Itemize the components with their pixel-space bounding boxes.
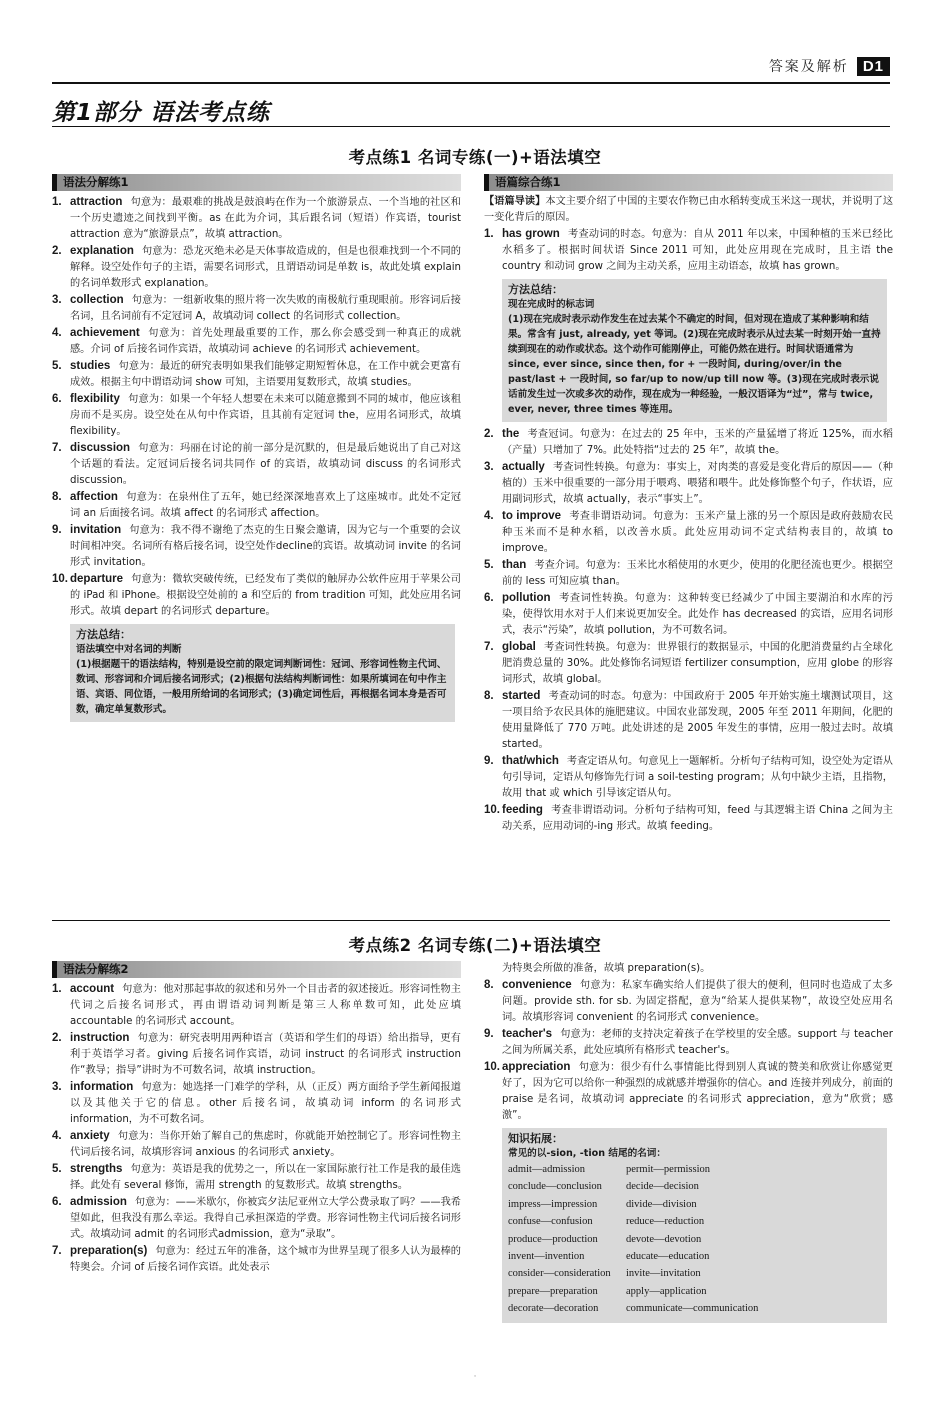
- explanation-text: 句意为：微软突破传统，已经发布了类似的触屏办公软件应用于苹果公司的 iPad 和 iPhone。根据设空处前的 a 和空后的 from tradition 可知，此处应用名词形式。故填 depart 的名词形式 departure。: [70, 574, 461, 617]
- item-number: 4.: [484, 510, 494, 522]
- answer-word: pollution: [502, 592, 551, 604]
- word-pair: admit—admission: [508, 1164, 585, 1175]
- explanation-text: 考查冠词。句意为：在过去的 25 年中，玉米的产量猛增了将近 125%，而水稻（产量）只增加了 7%。此处特指“过去的 25 年”，故填 the。: [502, 429, 893, 456]
- explanation-text: 句意为：当你开始了解自己的焦虑时，你就能开始控制它了。形容词性物主代词后接名词，故填形容词 anxious 的名词形式 anxiety。: [70, 1131, 461, 1158]
- answer-item: [484, 688, 893, 753]
- continued-text: 为特奥会所做的准备，故填 preparation(s)。: [502, 963, 711, 974]
- explanation-text: 句意为：——米歇尔，你被宾夕法尼亚州立大学公费录取了吗？——我希望如此，但我没有那么幸运。我得自己承担深造的学费。形容词性物主代词后接名词形式。故填动词 admit 的名词形式admission，意为“录取”。: [70, 1197, 461, 1240]
- item-number: 7.: [52, 442, 62, 454]
- answer-item: [52, 292, 461, 325]
- answer-word: achievement: [70, 327, 140, 339]
- answer-word: global: [502, 641, 536, 653]
- explanation-text: 考查介词。句意为：玉米比水稻使用的水更少，使用的化肥径流也更少。根据空前的 less 可知应填 than。: [502, 560, 893, 587]
- section-1-right-column: [484, 174, 893, 835]
- item-number: 8.: [52, 491, 62, 503]
- item-number: 7.: [484, 641, 494, 653]
- answer-word: the: [502, 428, 520, 440]
- item-number: 4.: [52, 1130, 62, 1142]
- word-pair: impress—impression: [508, 1198, 598, 1210]
- section-2-left-column: [52, 961, 461, 1276]
- answer-item: [484, 1026, 893, 1059]
- explanation-text: 考查动词的时态。句意为：中国政府于 2005 年开始实施土壤测试项目，这一项目给予农民具体的施肥建议。中国农业部发现，2005 年至 2011 年期间，化肥的使用量降低了 770 万吨。此处讲述的是 2005 年发生的事情，应用一般过去时。故填 started。: [502, 691, 893, 750]
- box-subtitle: 常见的以-sion, -tion 结尾的名词：: [508, 1148, 666, 1159]
- answer-item: [52, 1128, 461, 1161]
- answer-item: [484, 1059, 893, 1124]
- answer-word: appreciation: [502, 1061, 571, 1073]
- answer-item: [52, 325, 461, 358]
- explanation-text: 句意为：她选择一门难学的学科，从（正反）两方面给予学生新闻报道以及其他关于它的信息。other 后接名词，故填动词 inform 的名词形式 information，为不可数名词。: [70, 1082, 461, 1125]
- item-number: 10.: [52, 573, 68, 585]
- explanation-text: 句意为：很少有什么事情能比得到别人真诚的赞美和欣赏让你感觉更好了，因为它可以给你一种强烈的成就感并增强你的信心。and 连接并列成分，前面的 praise 是名词，故填动词 appreciate 的名词形式 appreciation，意为“欣赏；感激”。: [502, 1062, 893, 1121]
- answer-item: [484, 802, 893, 835]
- answer-item: [52, 391, 461, 440]
- explanation-text: 句意为：我不得不谢绝了杰克的生日聚会邀请，因为它与一个重要的会议时间相冲突。名词所有格后接名词，设空处作decline的宾语。故填动词 invite 的名词形式 invitation。: [70, 525, 461, 568]
- word-pair: consider—consideration: [508, 1268, 611, 1280]
- explanation-text: 句意为：玛丽在讨论的前一部分是沉默的，但是最后她说出了自己对这个话题的看法。定冠词后接名词共同作 of 的宾语，故填动词 discuss 的名词形式 discussion。: [70, 443, 461, 486]
- explanation-text: 句意为：一组新收集的照片将一次失败的南极航行重现眼前。形容词后接名词，且名词前有不定冠词 A，故填动词 collect 的名词形式 collection。: [70, 295, 461, 322]
- box-text: (1)根据题干的语法结构，特别是设空前的限定词判断词性：冠词、形容词性物主代词、数词、形容词和介词后接名词形式；(2)根据句法结构判断词性：如果所填词在句中作主语、宾语、同位语，一般用所给词的名词形式；(3)确定词性后，再根据名词本身是否可数，确定单复数形式。: [76, 659, 447, 715]
- item-number: 1.: [484, 228, 494, 240]
- word-pair: educate—education: [626, 1251, 710, 1263]
- word-pair: decide—decision: [626, 1181, 699, 1193]
- word-pair: produce—production: [508, 1233, 598, 1245]
- item-number: 9.: [52, 524, 62, 536]
- explanation-text: 句意为：老师的支持决定着孩子在学校里的安全感。support 与 teacher 之间为所属关系，此处应填所有格形式 teacher's。: [502, 1029, 893, 1056]
- page-footer: ·: [473, 1372, 477, 1382]
- answer-item: [52, 981, 461, 1030]
- item-number: 5.: [52, 360, 62, 372]
- answer-item: [52, 358, 461, 391]
- item-number: 2.: [52, 245, 62, 257]
- section-1-method-box: [70, 624, 455, 722]
- box-title: 方法总结：: [508, 283, 563, 296]
- explanation-text: 考查词性转换。句意为：世界银行的数据显示，中国的化肥消费量约占全球化肥消费总量的 30%。此处修饰名词短语 fertilizer consumption，应用 globe 的形容词形式，故填 global。: [502, 642, 893, 685]
- section-1-title: 考点练1 名词专练(一)+语法填空: [348, 148, 602, 167]
- explanation-text: 考查非谓语动词。分析句子结构可知，feed 与其逻辑主语 China 之间为主动关系，应用动词的-ing 形式。故填 feeding。: [502, 805, 893, 832]
- answer-item: [484, 226, 893, 275]
- item-number: 4.: [52, 327, 62, 339]
- answer-word: information: [70, 1081, 134, 1093]
- explanation-text: 句意为：他对那起事故的叙述和另外一个目击者的叙述接近。形容词性物主代词之后接名词形式，再由谓语动词判断是第三人称单数可知，此处应填 accountable 的名词形式 account。: [70, 984, 461, 1027]
- explanation-text: 句意为：恐龙灭绝未必是天体事故造成的，但是也很难找到一个不同的解释。设空处作句子的主语，需要名词形式，且谓语动词是单数 is，故此处填 explain 的名词单数形式 explanation。: [70, 246, 461, 289]
- section-1-right-items-a: [484, 226, 893, 275]
- explanation-text: 考查词性转换。句意为：这种转变已经减少了中国主要湖泊和水库的污染，使得饮用水对于人们来说更加安全。此处作 has decreased 的宾语，应用名词形式，表示“污染”，故填 pollution，为不可数名词。: [502, 593, 893, 636]
- item-number: 6.: [52, 393, 62, 405]
- item-number: 9.: [484, 755, 494, 767]
- answer-word: collection: [70, 294, 124, 306]
- word-pairs: [508, 1161, 881, 1318]
- item-number: 7.: [52, 1245, 62, 1257]
- answer-item: [52, 1079, 461, 1128]
- explanation-text: 句意为：如果一个年轻人想要在未来可以随意搬到不同的城市，他应该租房而不是买房。设空处在从句中作宾语，且其前有定冠词 the，应用名词形式，故填 flexibility。: [70, 394, 461, 437]
- section-1-right-method-box: [502, 279, 887, 422]
- word-pair: confuse—confusion: [508, 1216, 593, 1228]
- answer-item: [52, 1243, 461, 1276]
- explanation-text: 句意为：英语是我的优势之一，所以在一家国际旅行社工作是我的最佳选择。此处有 several 修饰，需用 strength 的复数形式。故填 strengths。: [70, 1164, 461, 1191]
- answer-word: preparation(s): [70, 1245, 148, 1257]
- answer-word: has grown: [502, 228, 560, 240]
- header-label: 答案及解析: [768, 59, 849, 75]
- answer-word: to improve: [502, 510, 562, 522]
- answer-word: explanation: [70, 245, 134, 257]
- answer-item: [484, 977, 893, 1026]
- item-number: 9.: [484, 1028, 494, 1040]
- reading-guide-label: 【语篇导读】: [484, 196, 546, 207]
- answer-word: started: [502, 690, 541, 702]
- word-pair: prepare—preparation: [508, 1285, 598, 1297]
- explanation-text: 句意为：首先处理最重要的工作，那么你会感受到一种真正的成就感。介词 of 后接名词作宾语，故填动词 achieve 的名词形式 achievement。: [70, 328, 461, 355]
- answer-word: instruction: [70, 1032, 130, 1044]
- box-title: 方法总结：: [76, 628, 131, 641]
- answer-word: actually: [502, 461, 545, 473]
- explanation-text: 考查非谓语动词。句意为：玉米产量上涨的另一个原因是政府鼓励农民种玉米而不是种水稻，以改善水质。此处应用动词不定式结构表目的，故填 to improve。: [502, 511, 894, 554]
- answer-item: [484, 639, 893, 688]
- part-rule: [52, 126, 890, 127]
- answer-word: account: [70, 983, 115, 995]
- answer-word: that/which: [502, 755, 559, 767]
- word-pair: invite—invitation: [626, 1268, 701, 1280]
- explanation-text: 考查动词的时态。句意为：自从 2011 年以来，中国种植的玉米已经比水稻多了。根据时间状语 Since 2011 可知，此处应用现在完成时，且主语 the country 和动词 grow 之间为主动关系，应用主动语态，故填 has grown。: [502, 229, 893, 272]
- box-title: 知识拓展：: [508, 1132, 563, 1145]
- word-pair: reduce—reduction: [626, 1216, 705, 1228]
- section-1-left-bar: 语法分解练1: [52, 174, 461, 191]
- item-number: 8.: [484, 690, 494, 702]
- answer-item: [484, 753, 893, 802]
- answer-item: [52, 571, 461, 620]
- item-number: 2.: [484, 428, 494, 440]
- word-pair: divide—division: [626, 1198, 697, 1210]
- item-number: 3.: [484, 461, 494, 473]
- item-number: 10.: [484, 804, 500, 816]
- answer-word: strengths: [70, 1163, 123, 1175]
- explanation-text: 句意为：最艰难的挑战是鼓浪屿在作为一个旅游景点、一个当地的社区和一个历史遗迹之间找到平衡。as 在此为介词，其后跟名词（短语）作宾语，tourist attraction 意为“旅游景点”，故填 attraction。: [70, 197, 461, 240]
- answer-word: than: [502, 559, 527, 571]
- explanation-text: 句意为：研究表明用两种语言（英语和学生们的母语）给出指导，更有利于英语学习者。giving 后接名词作宾语，动词 instruct 的名词形式 instruction 作“教导；指导”讲时为不可数名词，故填 instruction。: [70, 1033, 461, 1076]
- word-pair: apply—application: [626, 1285, 707, 1297]
- answer-item: [484, 590, 893, 639]
- item-number: 2.: [52, 1032, 62, 1044]
- reading-guide-text: 本文主要介绍了中国的主要农作物已由水稻转变成玉米这一现状，并说明了这一变化背后的原因。: [484, 196, 894, 223]
- item-number: 6.: [52, 1196, 62, 1208]
- box-subtitle: 现在完成时的标志词: [508, 299, 595, 310]
- word-pair: invent—invention: [508, 1251, 585, 1263]
- answer-item: [52, 1194, 461, 1243]
- answer-word: attraction: [70, 196, 123, 208]
- section-1-left-items: [52, 194, 461, 620]
- answer-word: feeding: [502, 804, 543, 816]
- answer-item: [484, 557, 893, 590]
- answer-word: flexibility: [70, 393, 120, 405]
- item-number: 8.: [484, 979, 494, 991]
- word-pair: decorate—decoration: [508, 1303, 599, 1315]
- answer-word: anxiety: [70, 1130, 110, 1142]
- word-pair: communicate—communication: [626, 1303, 759, 1315]
- box-text: (1)现在完成时表示动作发生在过去某个不确定的时间，但对现在造成了某种影响和结果。常含有 just, already, yet 等词。(2)现在完成时表示从过去某一时刻开始一直持续到现在的动作或状态。这个动作可能刚停止，可能仍然在进行。时间状语通常为 since, ever since, since then, for + 一段时间, during/over/in the past/last + 一段时间, so far/up to now/up till now 等。(3)现在完成时表示说话前发生过一次或多次的动作，现在成为一种经验，一般汉语译为“过”，常与 twice, ever, never, three times 等连用。: [508, 314, 881, 415]
- explanation-text: 考查定语从句。句意见上一题解析。分析句子结构可知，设空处为定语从句引导词，定语从句修饰先行词 a soil-testing program；从句中缺少主语，且指物，故用 that 或 which 引导该定语从句。: [502, 756, 893, 799]
- section-2-left-items: [52, 981, 461, 1276]
- answer-item: [484, 426, 893, 459]
- answer-word: affection: [70, 491, 118, 503]
- item-number: 10.: [484, 1061, 500, 1073]
- item-number: 5.: [484, 559, 494, 571]
- answer-item: [52, 489, 461, 522]
- answer-word: convenience: [502, 979, 572, 991]
- section-2-right-items: [484, 977, 893, 1124]
- answer-item: [484, 508, 893, 557]
- explanation-text: 考查词性转换。句意为：事实上，对肉类的喜爱是变化背后的原因——（种植的）玉米中很重要的一部分用于喂鸡、喂猪和喂牛。此处修饰整个句子，作状语，应用副词形式，故填 actually，表示“事实上”。: [502, 462, 893, 505]
- answer-item: [52, 1161, 461, 1194]
- item-number: 3.: [52, 1081, 62, 1093]
- header-rule: [52, 82, 890, 84]
- section-1-left-column: [52, 174, 461, 726]
- item-number: 5.: [52, 1163, 62, 1175]
- part-title: 第1部分 语法考点练: [52, 100, 271, 126]
- answer-item: [52, 1030, 461, 1079]
- item-number: 1.: [52, 983, 62, 995]
- answer-word: teacher's: [502, 1028, 553, 1040]
- section-2-left-bar: 语法分解练2: [52, 961, 461, 978]
- answer-item: [52, 522, 461, 571]
- section-divider: [52, 920, 890, 921]
- section-2-title: 考点练2 名词专练(二)+语法填空: [348, 936, 602, 955]
- answer-item: [52, 440, 461, 489]
- explanation-text: 句意为：经过五年的准备，这个城市为世界呈现了很多人认为最棒的特奥会。介词 of 后接名词作宾语。此处表示: [70, 1246, 461, 1273]
- answer-item: [484, 459, 893, 508]
- answer-word: departure: [70, 573, 124, 585]
- page-tag: D1: [857, 57, 890, 76]
- word-pair: permit—permission: [626, 1164, 710, 1175]
- explanation-text: 句意为：最近的研究表明如果我们能够定期短暂休息，在工作中就会更富有成效。根据主句中谓语动词 show 可知，主语要用复数形式，故填 studies。: [70, 361, 461, 388]
- explanation-text: 句意为：在泉州住了五年，她已经深深地喜欢上了这座城市。此处不定冠词 an 后面接名词。故填 affect 的名词形式 affection。: [70, 492, 461, 519]
- word-pair: devote—devotion: [626, 1233, 702, 1245]
- answer-word: discussion: [70, 442, 131, 454]
- answer-item: [52, 243, 461, 292]
- section-1-right-items-b: [484, 426, 893, 835]
- answer-word: studies: [70, 360, 111, 372]
- section-1-right-bar: 语篇综合练1: [484, 174, 893, 191]
- item-number: 1.: [52, 196, 62, 208]
- section-2-right-column: [484, 961, 893, 1327]
- word-pair: conclude—conclusion: [508, 1181, 602, 1193]
- box-subtitle: 语法填空中对名词的判断: [76, 644, 182, 655]
- item-number: 3.: [52, 294, 62, 306]
- answer-word: admission: [70, 1196, 127, 1208]
- answer-word: invitation: [70, 524, 122, 536]
- running-header: [769, 56, 890, 76]
- item-number: 6.: [484, 592, 494, 604]
- explanation-text: 句意为：私家车确实给人们提供了很大的便利，但同时也造成了太多问题。provide sth. for sb. 为固定搭配，意为“给某人提供某物”，故设空处应用名词。故填形容词 convenient 的名词形式 convenience。: [502, 980, 893, 1023]
- knowledge-box: [502, 1128, 887, 1323]
- reading-guide: [484, 194, 893, 226]
- answer-item: [52, 194, 461, 243]
